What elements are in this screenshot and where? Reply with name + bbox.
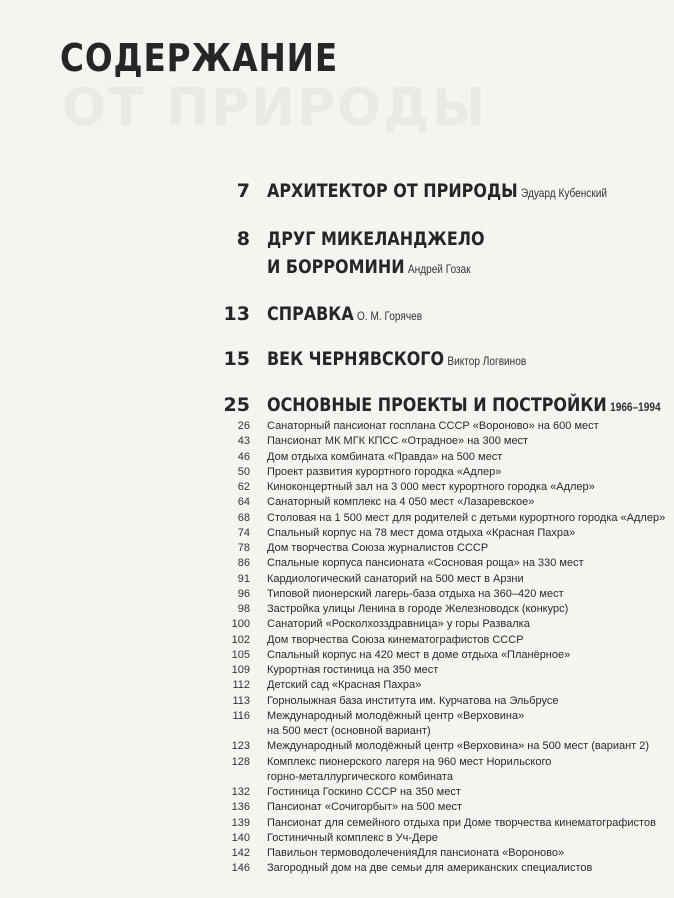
list-item-text: Гостиница Госкино СССР на 350 мест — [267, 786, 461, 798]
list-item-text: Комплекс пионерского лагеря на 960 мест Норильского — [267, 755, 552, 768]
toc-title: И БОРРОМИНИ — [267, 256, 405, 278]
toc-page-number: 7 — [236, 180, 250, 202]
toc-title-line — [267, 348, 526, 370]
list-item-page: 74 — [237, 526, 250, 539]
list-item-text: Международный молодёжный центр «Верховина» — [267, 709, 525, 722]
list-item-page: 132 — [231, 786, 250, 798]
list-item-page: 50 — [237, 465, 250, 478]
list-item-page: 102 — [231, 633, 250, 646]
toc-page-number: 13 — [223, 303, 250, 325]
list-item-text: Столовая на 1 500 мест для родителей с детьми курортного городка «Адлер» — [267, 511, 666, 524]
list-item-page: 78 — [237, 542, 250, 554]
page-title: СОДЕРЖАНИЕ — [60, 36, 339, 80]
list-item-page: 140 — [231, 831, 250, 844]
list-item-text: Дом творчества Союза кинематографистов СССР — [267, 633, 524, 646]
list-item-text: Пансионат «Сочигорбыт» на 500 мест — [267, 801, 463, 814]
list-item-text: Спальные корпуса пансионата «Сосновая роща» на 330 мест — [267, 557, 584, 570]
toc-title-line — [267, 394, 661, 416]
list-item-text: Пансионат МК МГК КПСС «Отрадное» на 300 мест — [267, 435, 529, 448]
list-item-page: 142 — [231, 847, 250, 859]
list-item-page: 105 — [231, 648, 250, 661]
bleed-through-text — [62, 78, 487, 138]
list-item-text: Павильон термоводолеченияДля пансионата «Вороново» — [267, 847, 565, 859]
list-item-page: 113 — [232, 694, 250, 707]
toc-title: ДРУГ МИКЕЛАНДЖЕЛО — [267, 228, 485, 250]
list-item-text: Дом отдыха комбината «Правда» на 500 мест — [267, 450, 503, 463]
toc-title: АРХИТЕКТОР ОТ ПРИРОДЫ — [267, 180, 518, 202]
list-item-page: 116 — [232, 709, 250, 722]
toc-author: Эдуард Кубенский — [521, 186, 608, 200]
list-item-text: Санаторный пансионат госплана СССР «Вороново» на 600 мест — [267, 420, 599, 432]
list-item-page: 112 — [232, 679, 250, 692]
list-item-text: Гостиничный комплекс в Уч-Дере — [267, 831, 438, 844]
list-item-text: Кардиологический санаторий на 500 мест в Арзни — [267, 572, 524, 585]
list-item-text: Загородный дом на две семьи для американских специалистов — [267, 862, 593, 875]
list-item-text: на 500 мест (основной вариант) — [267, 725, 431, 737]
list-item-text: Застройка улицы Ленина в городе Железноводск (конкурс) — [267, 603, 569, 615]
list-item-text: Горнолыжная база института им. Курчатова на Эльбрусе — [267, 694, 559, 707]
list-item-page: 98 — [237, 603, 250, 615]
list-item-text: Международный молодёжный центр «Верховина» на 500 мест (вариант 2) — [267, 740, 650, 753]
list-item-page: 91 — [237, 572, 250, 585]
list-item-page: 64 — [237, 496, 250, 509]
toc-title: СПРАВКА — [267, 303, 354, 325]
list-item-text: горно-металлургического комбината — [267, 770, 453, 783]
toc-author: Виктор Логвинов — [447, 354, 527, 368]
toc-author: О. М. Горячев — [357, 309, 423, 323]
toc-page-number: 25 — [223, 394, 250, 416]
toc-title-line — [267, 256, 471, 278]
list-item-text: Киноконцертный зал на 3 000 мест курортного городка «Адлер» — [267, 481, 595, 493]
list-item-page: 123 — [231, 740, 250, 753]
list-item-text: Спальный корпус на 420 мест в доме отдыха «Планёрное» — [267, 648, 571, 661]
list-item-page: 46 — [237, 450, 250, 463]
list-item-page: 68 — [237, 511, 250, 524]
list-item-text: Проект развития курортного городка «Адлер» — [267, 465, 502, 478]
toc-page-number: 8 — [236, 228, 250, 250]
toc-title: ОСНОВНЫЕ ПРОЕКТЫ И ПОСТРОЙКИ — [267, 394, 607, 416]
list-item-text: Курортная гостиница на 350 мест — [267, 664, 439, 676]
list-item-text: Санаторный комплекс на 4 050 мест «Лазаревское» — [267, 496, 535, 509]
list-item-page: 62 — [237, 481, 250, 493]
list-item-page: 43 — [237, 435, 250, 448]
list-item-text: Спальный корпус на 78 мест дома отдыха «Красная Пахра» — [267, 526, 576, 539]
toc-title-line — [267, 180, 607, 202]
list-item-text: Дом творчества Союза журналистов СССР — [267, 542, 489, 554]
list-item-text: Санаторий «Росколхозздравница» у горы Развалка — [267, 618, 530, 631]
toc-title: ВЕК ЧЕРНЯВСКОГО — [267, 348, 445, 370]
list-item-page: 109 — [231, 664, 250, 676]
list-item-page: 136 — [231, 801, 250, 814]
list-item-page: 26 — [237, 420, 250, 432]
list-item-page: 96 — [237, 587, 250, 600]
list-item-text: Типовой пионерский лагерь-база отдыха на 360–420 мест — [267, 587, 564, 600]
list-item-page: 139 — [231, 816, 250, 829]
toc-author: Андрей Гозак — [407, 262, 471, 276]
list-item-page: 128 — [231, 755, 250, 768]
list-item-page: 100 — [231, 618, 250, 631]
toc-title-line — [267, 303, 422, 325]
list-item-page: 146 — [231, 862, 250, 875]
list-item-text: Детский сад «Красная Пахра» — [267, 679, 422, 692]
toc-page-number: 15 — [223, 348, 250, 370]
list-item-text: Пансионат для семейного отдыха при Доме творчества кинематографистов — [267, 816, 656, 829]
toc-years: 1966–1994 — [610, 400, 661, 414]
list-item-page: 86 — [237, 557, 250, 570]
toc-title-line — [267, 228, 485, 250]
